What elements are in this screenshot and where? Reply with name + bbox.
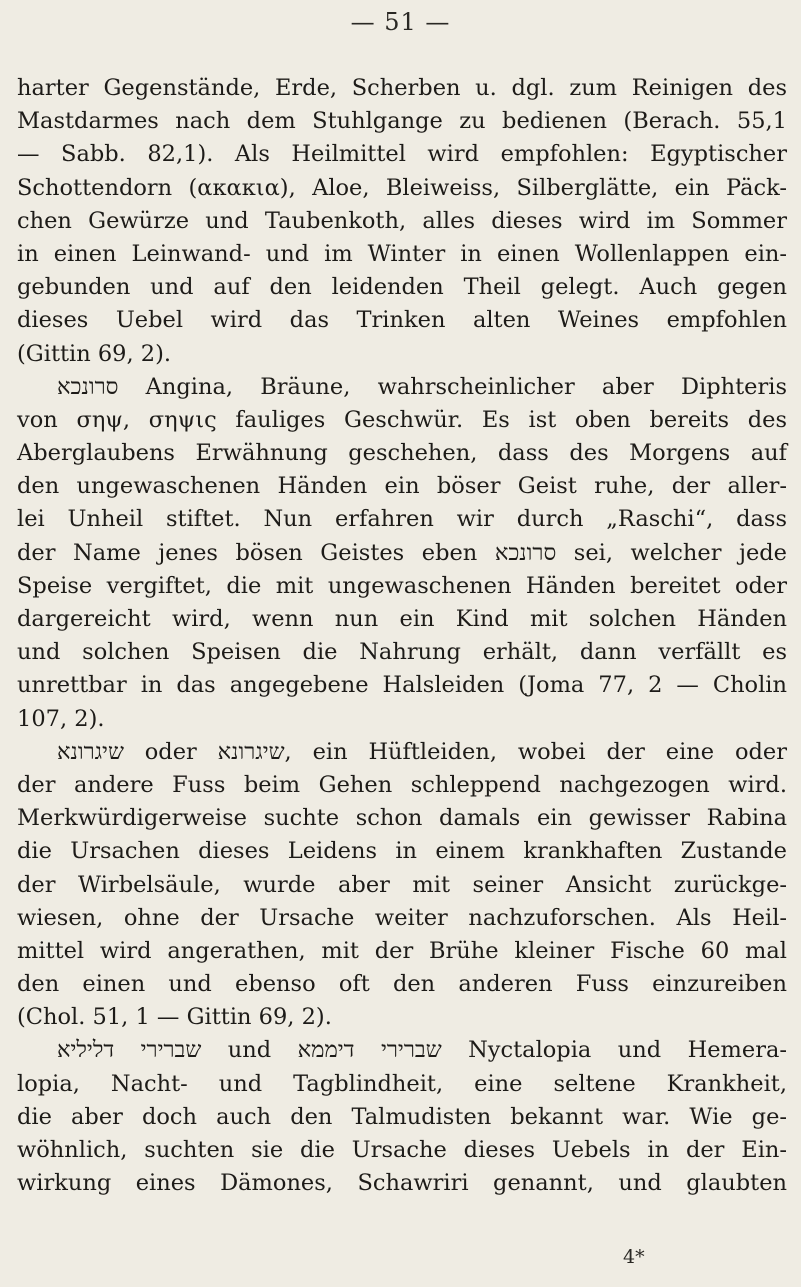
text-line: dieses Uebel wird das Trinken alten Weines empfohlen	[17, 307, 787, 334]
text-line: der andere Fuss beim Gehen schleppend nachgezogen wird.	[17, 771, 787, 798]
text-line: Speise vergiftet, die mit ungewaschenen Händen bereitet oder	[17, 572, 787, 599]
text-line: wiesen, ohne der Ursache weiter nachzuforschen. Als Heil-	[17, 904, 787, 931]
text-line: Merkwürdigerweise suchte schon damals ein gewisser Rabina	[17, 805, 787, 832]
text-line: die aber doch auch den Talmudisten bekannt war. Wie ge-	[17, 1103, 787, 1130]
text-line: gebunden und auf den leidenden Theil gelegt. Auch gegen	[17, 274, 787, 301]
text-line: (Chol. 51, 1 — Gittin 69, 2).	[17, 1004, 332, 1031]
text-line: שברירי דליליא und שברירי דיממא Nyctalopia und Hemera-	[57, 1037, 787, 1064]
text-line: der Wirbelsäule, wurde aber mit seiner Ansicht zurückge-	[17, 871, 787, 898]
text-line: der Name jenes bösen Geistes eben סרונכא sei, welcher jede	[17, 539, 787, 566]
text-line: die Ursachen dieses Leidens in einem krankhaften Zustande	[17, 838, 787, 865]
page-number: — 51 —	[350, 8, 451, 36]
signature-mark: 4*	[623, 1246, 645, 1268]
text-line: שיגרונא oder שיגרונא, ein Hüftleiden, wobei der eine oder	[57, 738, 787, 765]
text-line: lopia, Nacht- und Tagblindheit, eine seltene Krankheit,	[17, 1070, 787, 1097]
text-line: unrettbar in das angegebene Halsleiden (Joma 77, 2 — Cholin	[17, 672, 787, 699]
text-line: Aberglaubens Erwähnung geschehen, dass des Morgens auf	[17, 440, 787, 467]
text-line: den ungewaschenen Händen ein böser Geist ruhe, der aller-	[17, 473, 787, 500]
text-line: den einen und ebenso oft den anderen Fuss einzureiben	[17, 971, 787, 998]
text-line: Mastdarmes nach dem Stuhlgange zu bedienen (Berach. 55,1	[17, 108, 787, 135]
text-line: Schottendorn (ακακια), Aloe, Bleiweiss, Silberglätte, ein Päck-	[17, 174, 787, 201]
text-line: harter Gegenstände, Erde, Scherben u. dgl. zum Reinigen des	[17, 75, 787, 101]
text-line: und solchen Speisen die Nahrung erhält, dann verfällt es	[17, 639, 787, 666]
text-line: סרונכא Angina, Bräune, wahrscheinlicher aber Diphteris	[57, 373, 787, 400]
text-line: wöhnlich, suchten sie die Ursache dieses Uebels in der Ein-	[17, 1137, 787, 1163]
text-line: lei Unheil stiftet. Nun erfahren wir durch „Raschi“, dass	[17, 506, 787, 533]
body-text	[17, 72, 787, 1200]
text-line: (Gittin 69, 2).	[17, 340, 172, 367]
text-line: wirkung eines Dämones, Schawriri genannt, und glaubten	[17, 1170, 787, 1197]
text-line: von σηψ, σηψις fauliges Geschwür. Es ist oben bereits des	[17, 406, 787, 433]
text-line: in einen Leinwand- und im Winter in einen Wollenlappen ein-	[17, 240, 787, 267]
text-line: 107, 2).	[17, 705, 105, 732]
text-line: mittel wird angerathen, mit der Brühe kleiner Fische 60 mal	[17, 937, 787, 964]
text-line: chen Gewürze und Taubenkoth, alles dieses wird im Sommer	[17, 207, 787, 234]
text-line: — Sabb. 82,1). Als Heilmittel wird empfohlen: Egyptischer	[17, 141, 787, 168]
text-line: dargereicht wird, wenn nun ein Kind mit solchen Händen	[17, 606, 787, 632]
